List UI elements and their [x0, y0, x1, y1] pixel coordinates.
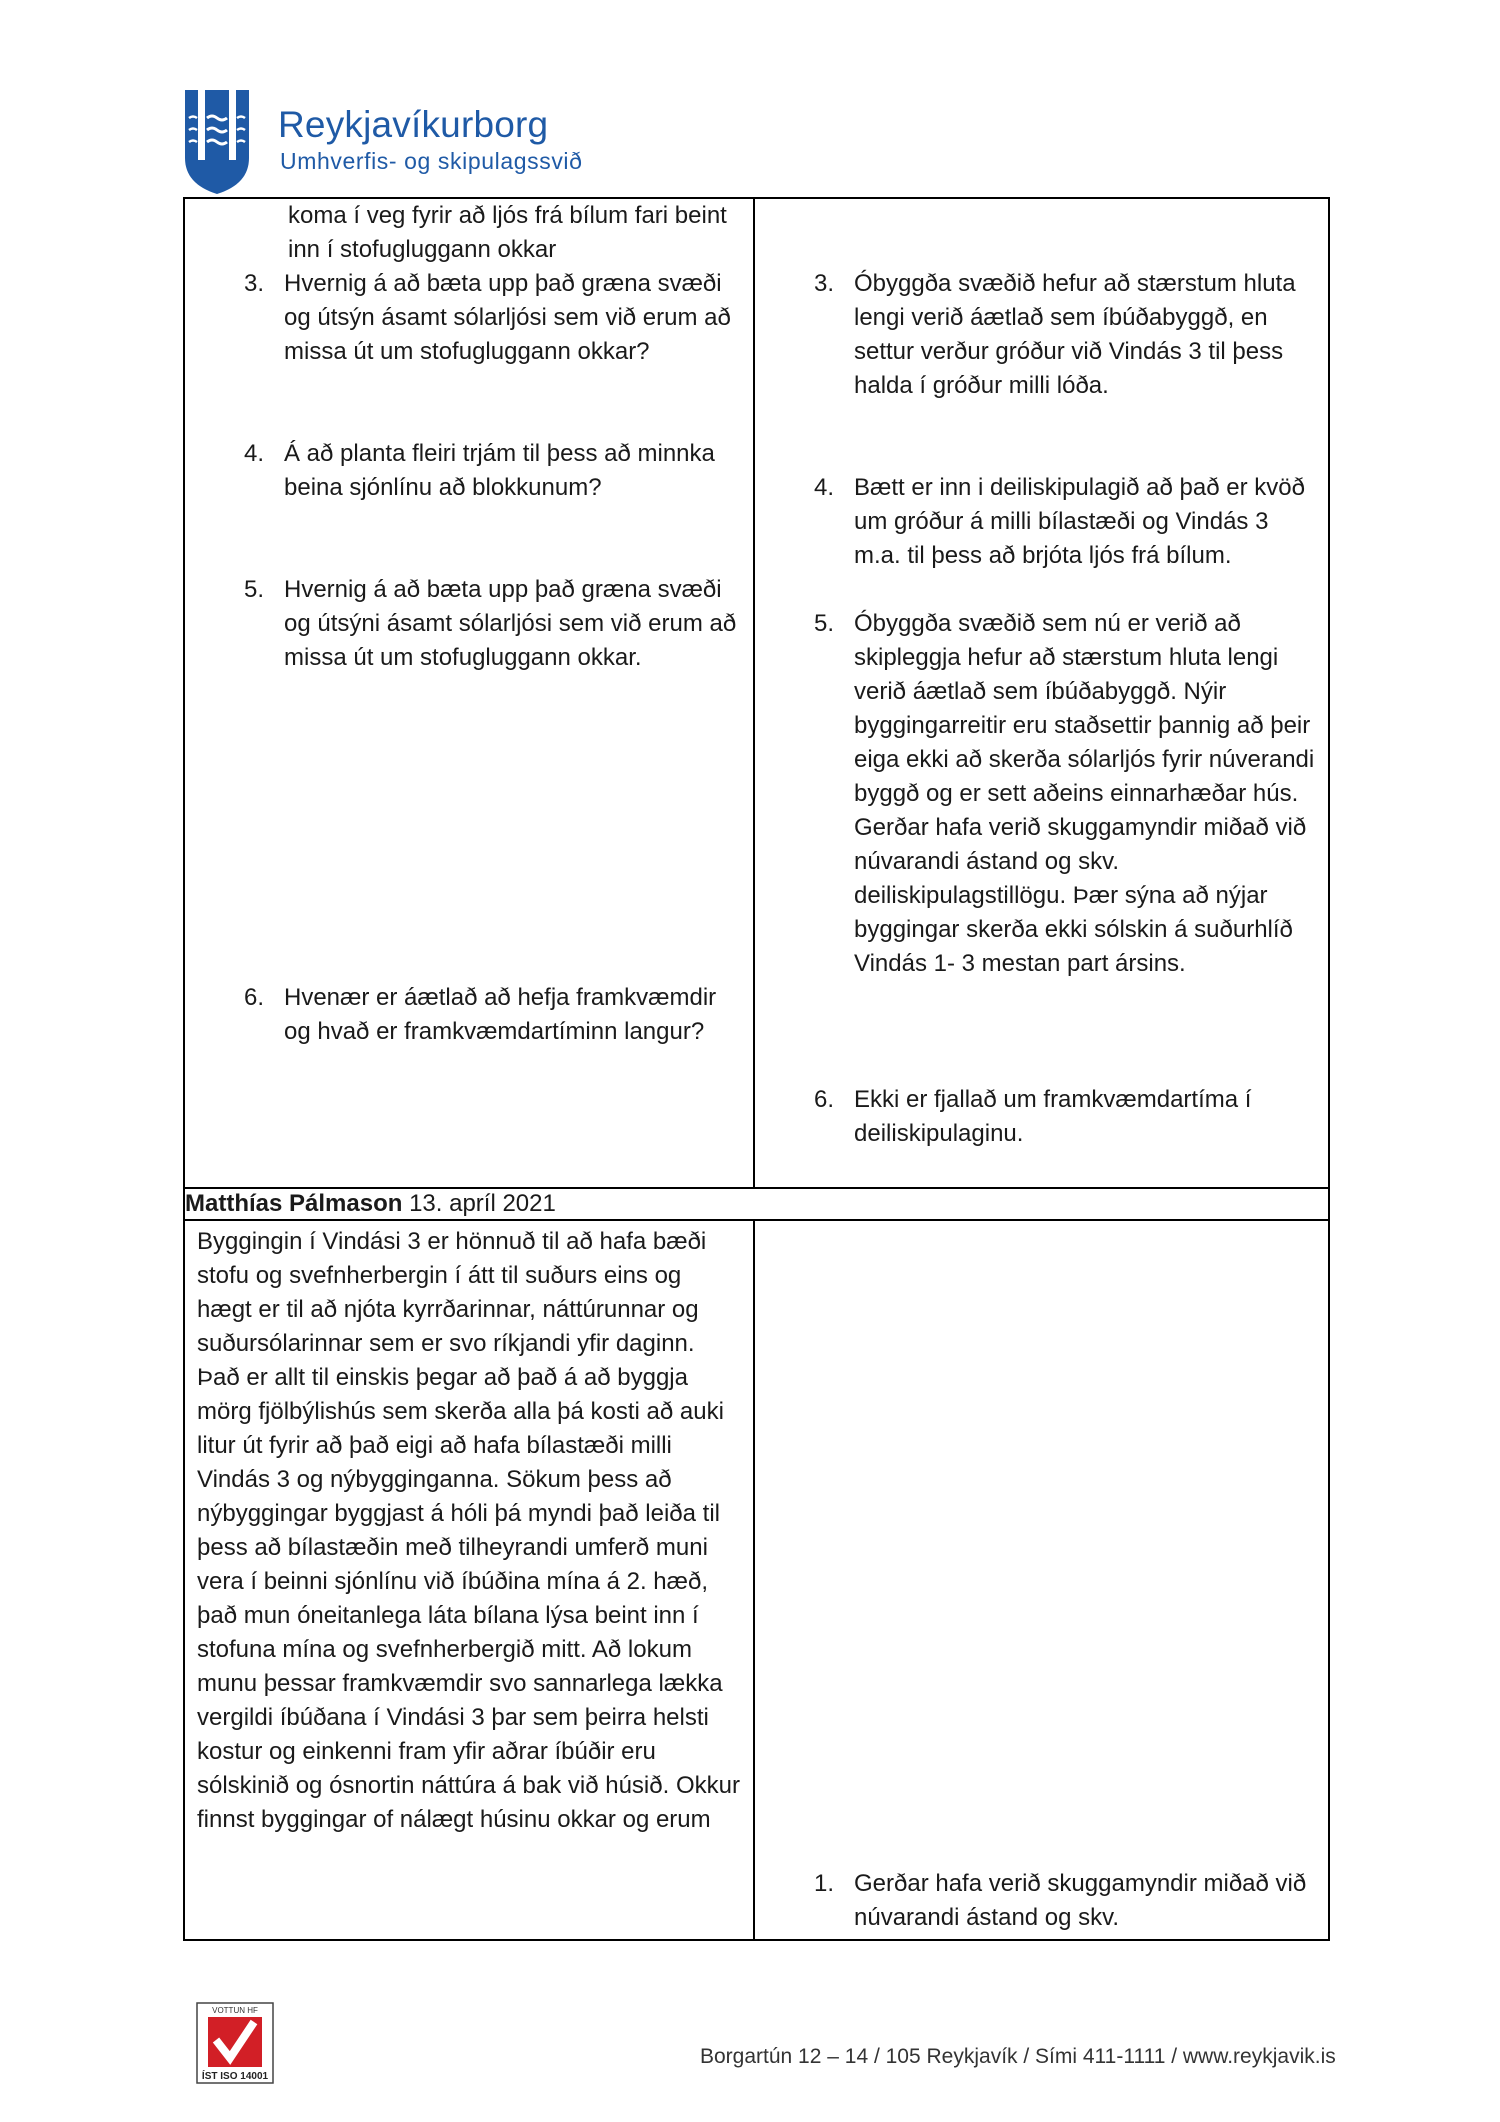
list-item-number: 4. — [814, 474, 835, 501]
list-item — [810, 471, 1320, 573]
table-row — [184, 198, 1329, 1188]
list-item-text: Óbyggða svæðið sem nú er verið að skipleggja hefur að stærstum hluta lengi verið áætlað sem íbúðabyggð. Nýir byggingarreitir eru staðsettir þannig að þeir eiga ekki að skerða sólarljós fyrir núverandi byggð og er sett aðeins einnarhæðar hús. Gerðar hafa verið skuggamyndir miðað við núvarandi ástand og skv. deiliskipulagstillögu. Þær sýna að nýjar byggingar skerða ekki sólskin á suðurhlíð Vindás 1- 3 mestan part ársins. — [854, 610, 1315, 977]
comments-table — [183, 197, 1330, 1941]
list-item-text: Bætt er inn i deiliskipulagið að það er kvöð um gróður á milli bílastæði og Vindás 3 m.a. til þess að brjóta ljós frá bílum. — [854, 474, 1305, 569]
table-row — [184, 1188, 1329, 1220]
list-item-text: Gerðar hafa verið skuggamyndir miðað við núvarandi ástand og skv. — [854, 1870, 1307, 1931]
list-item-text: Hvernig á að bæta upp það græna svæði og útsýni ásamt sólarljósi sem við erum að missa út um stofugluggann okkar. — [284, 576, 737, 671]
list-item — [240, 267, 740, 369]
badge-top-text: VOTTUN HF — [212, 2006, 258, 2015]
list-item-text: Hvenær er áætlað að hefja framkvæmdir og hvað er framkvæmdartíminn langur? — [284, 984, 717, 1045]
sender-date: 13. apríl 2021 — [402, 1190, 556, 1217]
list-item-number: 1. — [814, 1870, 835, 1897]
list-item — [240, 981, 740, 1049]
sender-cell — [184, 1188, 1329, 1220]
response-cell — [754, 198, 1329, 1188]
list-item-text: Ekki er fjallað um framkvæmdartíma í deiliskipulaginu. — [854, 1086, 1252, 1147]
badge-bottom-text: ÍST ISO 14001 — [201, 2071, 269, 2082]
list-item — [240, 437, 740, 505]
list-item-text: Hvernig á að bæta upp það græna svæði og útsýn ásamt sólarljósi sem við erum að missa út um stofugluggann okkar? — [284, 270, 731, 365]
response-cell — [754, 1220, 1329, 1940]
list-item — [810, 1867, 1320, 1935]
list-item-number: 4. — [244, 440, 265, 467]
iso-certification-badge — [196, 2002, 274, 2084]
list-item — [240, 573, 740, 675]
list-item-number: 6. — [814, 1086, 835, 1113]
footer-address: Borgartún 12 – 14 / 105 Reykjavík / Sími 411-1111 / www.reykjavik.is — [700, 2045, 1336, 2068]
department-name: Umhverfis- og skipulagssvið — [280, 148, 583, 174]
comment-text: Byggingin í Vindási 3 er hönnuð til að hafa bæði stofu og svefnherbergin í átt til suðurs eins og hægt er til að njóta kyrrðarinnar, náttúrunnar og suðursólarinnar sem er svo ríkjandi yfir daginn. Það er allt til einskis þegar að það á að byggja mörg fjölbýlishús sem skerða alla þá kosti að auki litur út fyrir að það eigi að hafa bílastæði milli Vindás 3 og nýbygginganna. Sökum þess að nýbyggingar byggjast á hóli þá myndi það leiða til þess að bílastæðin með tilheyrandi umferð muni vera í beinni sjónlínu við íbúðina mína á 2. hæð, það mun óneitanlega láta bílana lýsa beint inn í stofuna mína og svefnherbergið mitt. Að lokum munu þessar framkvæmdir svo sannarlega lækka vergildi íbúðana í Vindási 3 þar sem þeirra helsti kostur og einkenni fram yfir aðrar íbúðir eru sólskinið og ósnortin náttúra á bak við húsið. Okkur finnst byggingar of nálægt húsinu okkar og erum — [197, 1228, 740, 1833]
list-item-number: 6. — [244, 984, 265, 1011]
list-item-number: 3. — [814, 270, 835, 297]
comment-cell — [184, 198, 754, 1188]
sender-name: Matthías Pálmason — [185, 1190, 403, 1217]
list-item-number: 3. — [244, 270, 265, 297]
comment-cell — [184, 1220, 754, 1940]
reykjavik-crest-icon — [183, 88, 251, 196]
list-item-text: Óbyggða svæðið hefur að stærstum hluta lengi verið áætlað sem íbúðabyggð, en settur verður gróður við Vindás 3 til þess halda í gróður milli lóða. — [854, 270, 1296, 399]
continuation-text: koma í veg fyrir að ljós frá bílum fari beint inn í stofugluggann okkar — [288, 202, 727, 263]
letterhead — [183, 88, 783, 198]
list-item — [810, 1083, 1320, 1151]
list-item — [810, 267, 1320, 403]
table-row — [184, 1220, 1329, 1940]
list-item-number: 5. — [814, 610, 835, 637]
org-name: Reykjavíkurborg — [278, 104, 549, 145]
list-item — [810, 607, 1320, 981]
list-item-text: Á að planta fleiri trjám til þess að minnka beina sjónlínu að blokkunum? — [284, 440, 715, 501]
list-item-number: 5. — [244, 576, 265, 603]
